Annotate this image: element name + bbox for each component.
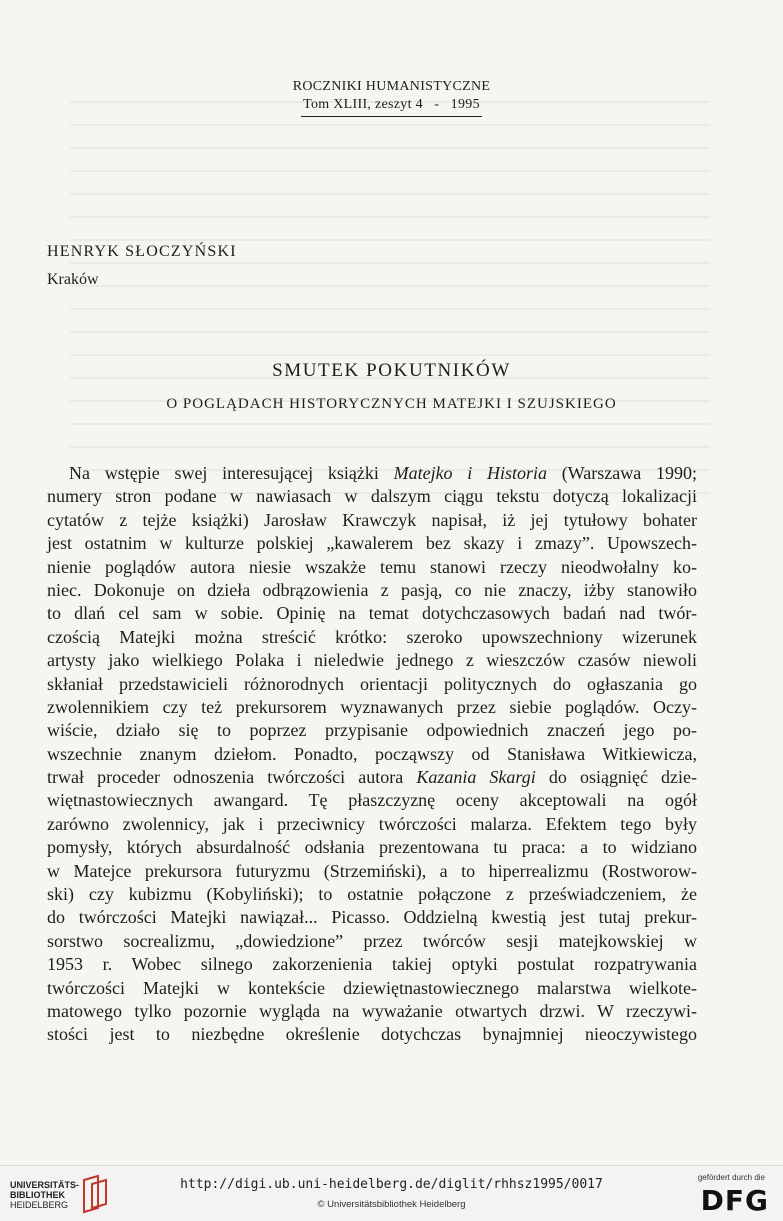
body-text-line [47, 556, 697, 579]
body-text-line [47, 789, 697, 812]
body-text: artysty jako wielkiego Polaka i nieledwie jednego z wieszczów czasów niewoli [47, 650, 697, 671]
body-text: nienie poglądów autora niesie wszakże temu stanowi rzeczy nieodwołalny ko- [47, 556, 697, 577]
book-title-italic: Kazania Skargi [416, 767, 536, 788]
body-text-line [47, 485, 697, 508]
library-line-2: BIBLIOTHEK [10, 1190, 65, 1200]
dfg-logo: DFG [700, 1184, 769, 1217]
body-text-line [47, 883, 697, 906]
body-text-line [47, 953, 697, 976]
body-text: 1953 r. Wobec silnego zakorzenienia takiej optyki postulat rozpatrywania [47, 954, 697, 975]
body-text: do twórczości Matejki nawiązał... Picasso. Oddzielną kwestią jest tutaj prekur- [47, 907, 697, 928]
body-text-line [47, 696, 697, 719]
journal-volume: Tom XLIII, zeszyt 4 - 1995 [301, 96, 482, 117]
body-text-line [47, 579, 697, 602]
body-text-line [47, 649, 697, 672]
body-text: twórczości Matejki w kontekście dziewiętnastowiecznego malarstwa wielkote- [47, 977, 697, 998]
body-text: wiście, działo się to poprzez przypisanie odpowiednich znaczeń jego po- [47, 720, 697, 741]
body-text-line [47, 860, 697, 883]
body-text: skłaniał przedstawicieli różnorodnych orientacji politycznych do ogłaszania go [47, 673, 697, 694]
body-text: numery stron podane w nawiasach w dalszym ciągu tekstu dotyczą lokalizacji [47, 486, 697, 507]
page-url-link[interactable]: http://digi.ub.uni-heidelberg.de/diglit/rhhsz1995/0017 [180, 1177, 603, 1192]
body-text: wszechnie znanym dziełom. Ponadto, począwszy od Stanisława Witkiewicza, [47, 743, 697, 764]
body-text: do osiągnięć dzie- [535, 767, 697, 788]
body-text: więtnastowiecznych awangard. Tę płaszczyznę oceny akceptowali na ogół [47, 790, 697, 811]
body-text: stości jest to niezbędne określenie dotychczas bynajmniej nieoczywistego [47, 1024, 697, 1045]
author-city: Kraków [47, 271, 99, 288]
body-text-line [47, 673, 697, 696]
body-text: w Matejce prekursora futuryzmu (Strzemiński), a to hiperrealizmu (Rostworow- [47, 860, 697, 881]
body-text: matowego tylko pozornie wygląda na wyważanie otwartych drzwi. W rzeczywi- [47, 1000, 697, 1021]
body-text-line [47, 462, 697, 485]
body-text-line [47, 509, 697, 532]
body-text: trwał proceder odnoszenia twórczości autora [47, 767, 417, 788]
body-text: pomysły, których absurdalność odsłania prezentowana tu praca: a to widziano [47, 837, 697, 858]
body-text: Na wstępie swej interesującej książki [69, 463, 394, 483]
body-text: sorstwo socrealizmu, „dowiedzione” przez twórców sesji matejkowskiej w [47, 930, 697, 951]
body-text-line [47, 743, 697, 766]
sponsor-note: gefördert durch die [697, 1173, 765, 1182]
journal-header [0, 78, 783, 117]
body-text: cytatów z tejże książki) Jarosław Krawczyk napisał, iż jej tytułowy bohater [47, 509, 697, 530]
body-text: czością Matejki można streścić krótko: szeroko upowszechniony wizerunek [47, 626, 697, 647]
body-text-line [47, 766, 697, 789]
body-text: zwolennikiem czy też prekursorem wyznawanych przez siebie poglądów. Oczy- [47, 696, 697, 717]
body-text-line [47, 977, 697, 1000]
body-text-line [47, 532, 697, 555]
body-text: niec. Dokonuje on dzieła odbrązowienia z pasją, co nie znaczy, iżby stanowiło [47, 579, 697, 600]
body-text-line [47, 719, 697, 742]
body-text: jest ostatnim w kulturze polskiej „kawalerem bez skazy i zmazy”. Upowszech- [47, 533, 697, 554]
body-text-line [47, 602, 697, 625]
copyright-notice: © Universitätsbibliothek Heidelberg [317, 1199, 466, 1210]
body-text-line [47, 1000, 697, 1023]
body-text: ski) czy kubizmu (Kobyliński); to ostatnie połączone z przeświadczeniem, że [47, 884, 697, 905]
book-title-italic: Matejko i Historia [393, 463, 548, 483]
body-text-line [47, 906, 697, 929]
body-text-line [47, 813, 697, 836]
library-line-1: UNIVERSITÄTS- [10, 1180, 80, 1190]
journal-name: ROCZNIKI HUMANISTYCZNE [292, 79, 491, 94]
article-title: SMUTEK POKUTNIKÓW [272, 360, 511, 381]
author-name: HENRYK SŁOCZYŃSKI [47, 243, 237, 260]
body-text-line [47, 836, 697, 859]
article-subtitle: O POGLĄDACH HISTORYCZNYCH MATEJKI I SZUJSKIEGO [166, 396, 617, 412]
viewer-footer [0, 1165, 783, 1221]
body-text: zarówno zwolennicy, jak i przeciwnicy twórczości malarza. Efektem tego były [47, 813, 697, 834]
article-body [47, 462, 697, 1047]
body-text: to dlań cel sam w sobie. Opinię na temat dotychczasowych badań nad twór- [47, 603, 697, 624]
body-text-line [47, 1023, 697, 1046]
bleed-through-texture [70, 80, 710, 500]
library-line-3: HEIDELBERG [10, 1200, 69, 1210]
body-text-line [47, 626, 697, 649]
body-text-line [47, 930, 697, 953]
body-text: (Warszawa 1990; [547, 463, 697, 483]
